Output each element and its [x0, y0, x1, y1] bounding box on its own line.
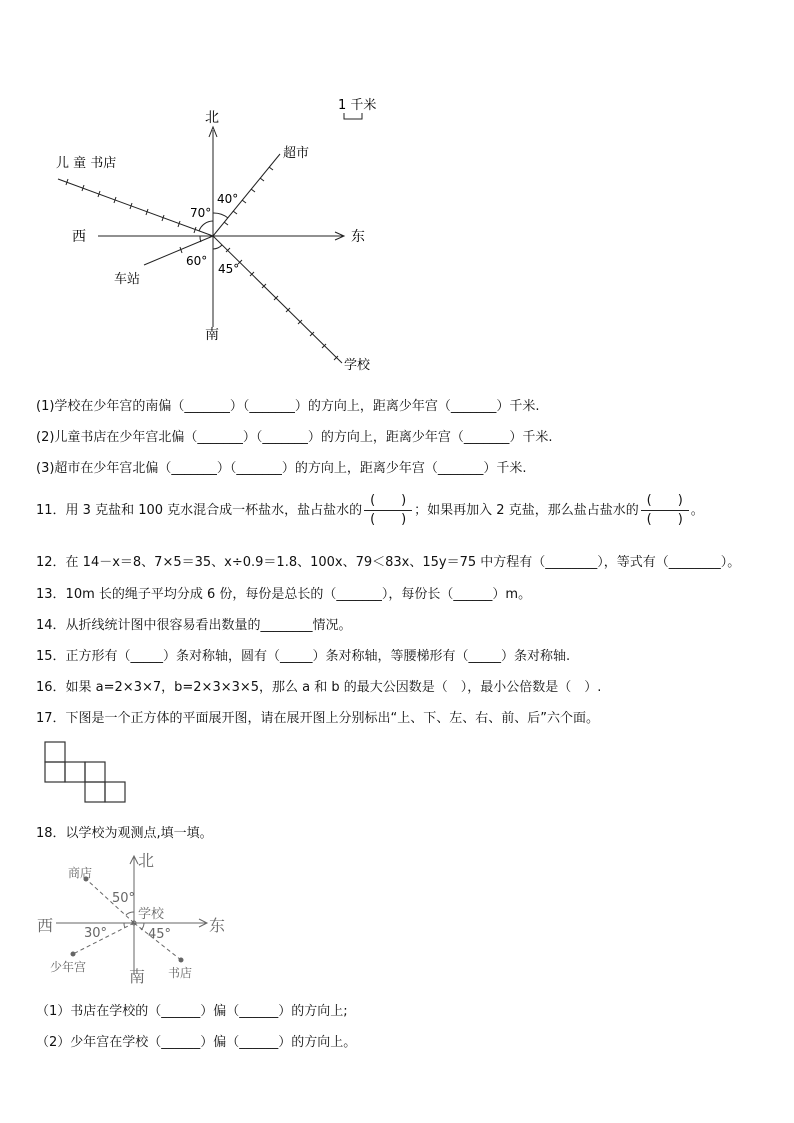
q18-sub2: （2）少年宫在学校（______）偏（______）的方向上。 — [36, 1035, 357, 1050]
net-face — [85, 782, 105, 802]
q18-center-label: 学校 — [138, 907, 165, 922]
bookstore-ray-ticks — [66, 179, 196, 233]
net-face — [45, 742, 65, 762]
q10-sub2: (2)儿童书店在少年宫北偏（_______）（_______）的方向上，距离少年宫（_______）千米. — [36, 430, 553, 445]
scale-bar — [344, 113, 362, 119]
q18-shop-label: 商店 — [68, 866, 93, 880]
angle-label-60: 60° — [186, 254, 208, 268]
q11-fraction-1-numerator: ( ) — [370, 493, 407, 508]
q18-south-label: 南 — [129, 967, 146, 986]
q18-angle-label-50: 50° — [112, 891, 136, 906]
angle-label-70: 70° — [190, 206, 212, 220]
q18-angle-arc-45 — [141, 923, 144, 930]
q18-north-label: 北 — [138, 851, 155, 870]
q11-fraction-2-denominator: ( ) — [646, 512, 683, 527]
q18-east-label: 东 — [209, 916, 226, 935]
q18-palace-label: 少年宫 — [50, 960, 87, 974]
q11-fraction-2 — [641, 493, 689, 528]
angle-arc-45 — [213, 245, 222, 249]
station-label: 车站 — [114, 272, 141, 287]
q15: 15．正方形有（_____）条对称轴，圆有（_____）条对称轴，等腰梯形有（_____）条对称轴. — [36, 649, 571, 664]
school-label: 学校 — [344, 358, 371, 373]
q16: 16．如果 a=2×3×7，b=2×3×3×5，那么 a 和 b 的最大公因数是（ ），最小公倍数是（ ）. — [36, 680, 602, 695]
q11-part2: ；如果再加入 2 克盐，那么盐占盐水的 — [414, 503, 639, 518]
cube-net-figure — [44, 741, 128, 805]
q18-sub1: （1）书店在学校的（______）偏（______）的方向上; — [36, 1004, 348, 1019]
q18-title: 18．以学校为观测点,填一填。 — [36, 826, 213, 841]
q17: 17．下图是一个正方体的平面展开图，请在展开图上分别标出“上、下、左、右、前、后”六个面。 — [36, 711, 600, 726]
q11-fraction-1-denominator: ( ) — [370, 512, 407, 527]
angle-label-40: 40° — [217, 192, 239, 206]
q14: 14．从折线统计图中很容易看出数量的________情况。 — [36, 618, 352, 633]
net-face — [105, 782, 125, 802]
angle-arc-70 — [199, 221, 213, 231]
q18-bookstore-point — [179, 958, 184, 963]
compass-map-diagram — [40, 95, 400, 385]
q11-part3: 。 — [690, 503, 704, 518]
net-face — [85, 762, 105, 782]
south-label: 南 — [205, 327, 219, 343]
q18-angle-arc-50 — [126, 912, 134, 915]
q13: 13．10m 长的绳子平均分成 6 份，每份是总长的（_______），每份长（______）m。 — [36, 587, 532, 602]
school-ray — [213, 236, 342, 363]
q12: 12．在 14－x＝8、7×5＝35、x÷0.9＝1.8、100x、79＜83x、15y＝75 中方程有（________），等式有（________）。 — [36, 555, 741, 570]
q18-angle-arc-30 — [124, 923, 125, 928]
q18-angle-label-30: 30° — [84, 926, 108, 941]
net-face — [65, 762, 85, 782]
bookstore-label: 儿 童 书店 — [56, 156, 117, 171]
q11 — [36, 493, 704, 528]
q18-angle-label-45: 45° — [148, 927, 172, 942]
q11-part1: 11．用 3 克盐和 100 克水混合成一杯盐水，盐占盐水的 — [36, 503, 363, 518]
angle-arc-40 — [213, 213, 228, 218]
q10-sub3: (3)超市在少年宫北偏（_______）（_______）的方向上，距离少年宫（_______）千米. — [36, 461, 527, 476]
supermarket-label: 超市 — [283, 146, 310, 161]
west-label: 西 — [72, 229, 86, 245]
q10-sub1: (1)学校在少年宫的南偏（_______）（_______）的方向上，距离少年宫（_______）千米. — [36, 399, 540, 414]
q18-palace-point — [71, 952, 76, 957]
angle-label-45: 45° — [218, 262, 240, 276]
q18-west-label: 西 — [37, 916, 54, 935]
east-label: 东 — [351, 229, 365, 245]
q18-bookstore-label: 书店 — [168, 966, 193, 980]
north-label: 北 — [205, 110, 219, 126]
q11-fraction-2-numerator: ( ) — [646, 493, 683, 508]
scale-label: 1 千米 — [338, 98, 377, 113]
q11-fraction-1 — [364, 493, 412, 528]
net-face — [45, 762, 65, 782]
school-compass-diagram — [34, 850, 234, 986]
